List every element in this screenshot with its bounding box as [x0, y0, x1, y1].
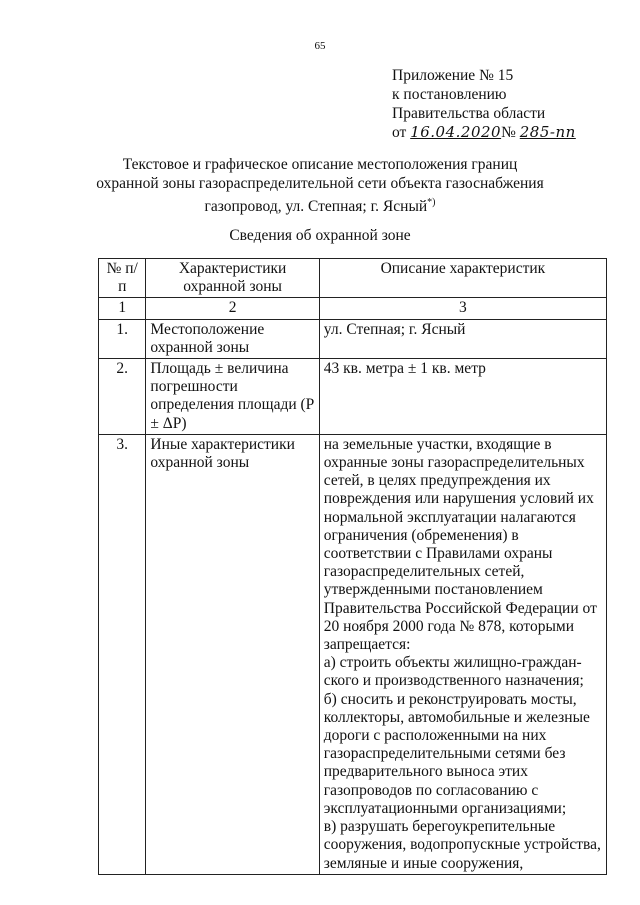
number-label: №: [501, 124, 516, 141]
header-description: Описание характеристик: [319, 259, 606, 298]
header-characteristics: Характеристики охранной зоны: [146, 259, 319, 298]
zone-info-table: [98, 258, 607, 875]
description-paragraph: ул. Степная; г. Ясный: [323, 320, 466, 338]
appendix-date-line: [392, 123, 576, 142]
header-number: № п/п: [99, 259, 146, 298]
table-index-row: [99, 298, 607, 319]
title-line-2: охранной зоны газораспределительной сети объекта газоснабжения: [96, 175, 544, 192]
row-characteristic: Площадь ± величина погрешности определения площади (P ± ΔP): [146, 359, 319, 435]
index-cell-2: 2: [146, 298, 319, 319]
from-label: от: [392, 124, 407, 141]
description-item-c: в) разрушать берегоукрепительные сооружения, водопропускные устройства, земляные и иные сооружения,: [323, 818, 601, 872]
section-subtitle: Сведения об охранной зоне: [229, 227, 411, 244]
appendix-line-3: Правительства области: [392, 105, 546, 122]
table-row: [99, 319, 607, 358]
index-cell-1: 1: [99, 298, 146, 319]
row-number: 3.: [99, 434, 146, 874]
row-characteristic: Местоположение охранной зоны: [146, 319, 319, 358]
appendix-block: [392, 66, 576, 142]
row-description: [319, 434, 606, 874]
row-description: [319, 319, 606, 358]
table-row: [99, 359, 607, 435]
title-line-1: Текстовое и графическое описание местоположения границ: [122, 156, 518, 173]
description-paragraph: на земельные участки, входящие в охранные зоны газораспределительных сетей, в целях предупреждения их повреждения или нарушения условий их нормальной эксплуатации налагаются ограничения (обременения) в соответствии с Правилами охраны газораспределительных сетей, утвержденными постановлением Правительства Российской Федерации от 20 ноября 2000 года № 878, которыми запрещается:: [323, 435, 597, 654]
footnote-mark: *): [427, 197, 436, 208]
handwritten-number: 285-пп: [519, 123, 576, 141]
row-description: [319, 359, 606, 435]
appendix-line-1: Приложение № 15: [392, 67, 514, 84]
page-number: 65: [314, 40, 326, 52]
index-cell-3: 3: [319, 298, 606, 319]
row-number: 1.: [99, 319, 146, 358]
table-header-row: [99, 259, 607, 298]
table-row: [99, 434, 607, 874]
title-line-3: [60, 193, 580, 216]
handwritten-date: 16.04.2020: [410, 123, 502, 141]
document-title: [60, 155, 580, 216]
description-paragraph: 43 кв. метра ± 1 кв. метр: [323, 360, 486, 378]
description-item-a: а) строить объекты жилищно-гражданского и производственного назначения;: [323, 654, 584, 690]
appendix-line-2: к постановлению: [392, 86, 507, 103]
title-line-3-text: газопровод, ул. Степная; г. Ясный: [204, 198, 428, 216]
description-item-b: б) сносить и реконструировать мосты, коллекторы, автомобильные и железные дороги с расположенными на них газораспределительными сетями без предварительного выноса этих газопроводов по согласованию с эксплуатационными организациями;: [323, 690, 590, 817]
row-number: 2.: [99, 359, 146, 435]
row-characteristic: Иные характеристики охранной зоны: [146, 434, 319, 874]
